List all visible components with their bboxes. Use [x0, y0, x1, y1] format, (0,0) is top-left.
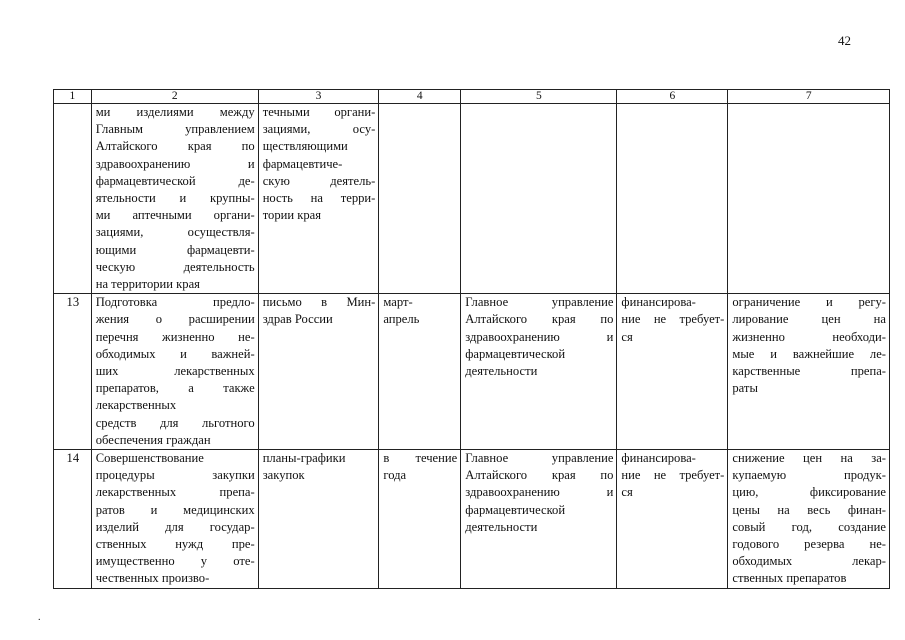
cell-line: препаратов, а также	[95, 381, 255, 396]
result-cell	[728, 104, 890, 294]
measure-cell	[91, 450, 258, 589]
cell-line: скую деятель-	[262, 173, 376, 188]
cell-line: ся	[621, 329, 633, 344]
cell-line: Алтайского края по	[465, 468, 614, 483]
cell-line: ческую деятельность	[95, 259, 255, 274]
cell-line: Главное управление	[465, 451, 614, 466]
cell-line: совый год, создание	[732, 519, 886, 534]
cell-line: Главное управление	[465, 295, 614, 310]
cell-line: ние не требует-	[621, 468, 725, 483]
column-number-row	[54, 90, 890, 104]
cell-line: средств для льготного	[95, 415, 255, 430]
cell-line: фармацевтической	[465, 346, 566, 361]
cell-line: в течение	[383, 451, 458, 466]
cell-line: купаемую продук-	[732, 468, 886, 483]
funding-cell	[617, 294, 728, 450]
cell-line: чественных произво-	[95, 571, 210, 586]
cell-line: ственных препаратов	[732, 571, 847, 586]
cell-line: жизненно необходи-	[732, 329, 886, 344]
result-cell	[728, 450, 890, 589]
footnote-mark: .	[38, 612, 41, 623]
cell-line: Главным управлением	[95, 122, 255, 137]
cell-line: карственные препа-	[732, 364, 886, 379]
cell-line: финансирова-	[621, 451, 696, 466]
cell-line: фармацевтиче-	[262, 156, 343, 171]
cell-line: мые и важнейшие ле-	[732, 346, 886, 361]
cell-line: имущественно у оте-	[95, 554, 255, 569]
measure-cell	[91, 294, 258, 450]
cell-line: цию, фиксирование	[732, 485, 886, 500]
cell-line: на территории края	[95, 277, 200, 292]
cell-line: здрав России	[262, 312, 333, 327]
cell-line: течными органи-	[262, 105, 376, 119]
cell-line: обходимых лекар-	[732, 554, 886, 569]
cell-line: жения о расширении	[95, 312, 255, 327]
cell-line: ограничение и регу-	[732, 295, 886, 310]
cell-line: деятельности	[465, 519, 538, 534]
cell-line: цены на весь финан-	[732, 502, 886, 517]
cell-line: ятельности и крупны-	[95, 191, 255, 206]
cell-line: ми изделиями между	[95, 105, 255, 119]
table-row	[54, 294, 890, 450]
cell-line: деятельности	[465, 364, 538, 379]
cell-line: лирование цен на	[732, 312, 886, 327]
cell-line: планы-графики	[262, 451, 346, 466]
form-cell	[258, 104, 379, 294]
cell-line: здравоохранению и	[95, 156, 255, 171]
row-number	[54, 104, 92, 294]
cell-line: Алтайского края по	[95, 139, 255, 154]
column-number: 1	[54, 90, 92, 104]
cell-line: март-	[383, 295, 413, 310]
cell-line: здравоохранению и	[465, 329, 614, 344]
column-number: 3	[258, 90, 379, 104]
cell-line: зациями, осуществля-	[95, 225, 255, 240]
term-cell	[379, 104, 461, 294]
form-cell	[258, 294, 379, 450]
column-number: 4	[379, 90, 461, 104]
cell-line: ность на терри-	[262, 191, 376, 206]
page-number: 42	[838, 33, 851, 48]
measure-cell	[91, 104, 258, 294]
table-row	[54, 450, 890, 589]
action-plan-table	[53, 89, 890, 589]
cell-line: тории края	[262, 208, 322, 223]
cell-line: финансирова-	[621, 295, 696, 310]
cell-line: ших лекарственных	[95, 364, 255, 379]
table-row	[54, 104, 890, 294]
cell-line: фармацевтической	[465, 502, 566, 517]
executor-cell	[461, 104, 617, 294]
cell-line: ственных нужд пре-	[95, 537, 255, 552]
column-number: 2	[91, 90, 258, 104]
cell-line: обходимых и важней-	[95, 346, 255, 361]
cell-line: лекарственных препа-	[95, 485, 255, 500]
cell-line: зациями, осу-	[262, 122, 376, 137]
executor-cell	[461, 294, 617, 450]
cell-line: здравоохранению и	[465, 485, 614, 500]
cell-line: изделий для государ-	[95, 519, 255, 534]
cell-line: года	[383, 468, 407, 483]
column-number: 5	[461, 90, 617, 104]
cell-line: фармацевтической де-	[95, 173, 255, 188]
cell-line: снижение цен на за-	[732, 451, 886, 466]
executor-cell	[461, 450, 617, 589]
row-number: 13	[54, 294, 92, 450]
cell-line: перечня жизненно не-	[95, 329, 255, 344]
cell-line: письмо в Мин-	[262, 295, 376, 310]
cell-line: лекарственных	[95, 398, 177, 413]
cell-line: ние не требует-	[621, 312, 725, 327]
cell-line: ющими фармацевти-	[95, 242, 255, 257]
cell-line: закупок	[262, 468, 305, 483]
cell-line: ратов и медицинских	[95, 502, 255, 517]
cell-line: процедуры закупки	[95, 468, 255, 483]
row-number: 14	[54, 450, 92, 589]
cell-line: Совершенствование	[95, 451, 204, 466]
cell-line: раты	[732, 381, 758, 396]
form-cell	[258, 450, 379, 589]
column-number: 7	[728, 90, 890, 104]
term-cell	[379, 294, 461, 450]
term-cell	[379, 450, 461, 589]
cell-line: ми аптечными органи-	[95, 208, 255, 223]
cell-line: годового резерва не-	[732, 537, 886, 552]
result-cell	[728, 294, 890, 450]
cell-line: апрель	[383, 312, 420, 327]
funding-cell	[617, 450, 728, 589]
cell-line: обеспечения граждан	[95, 432, 211, 447]
cell-line: ся	[621, 485, 633, 500]
cell-line: ществляющими	[262, 139, 348, 154]
funding-cell	[617, 104, 728, 294]
cell-line: Подготовка предло-	[95, 295, 255, 310]
cell-line: Алтайского края по	[465, 312, 614, 327]
column-number: 6	[617, 90, 728, 104]
